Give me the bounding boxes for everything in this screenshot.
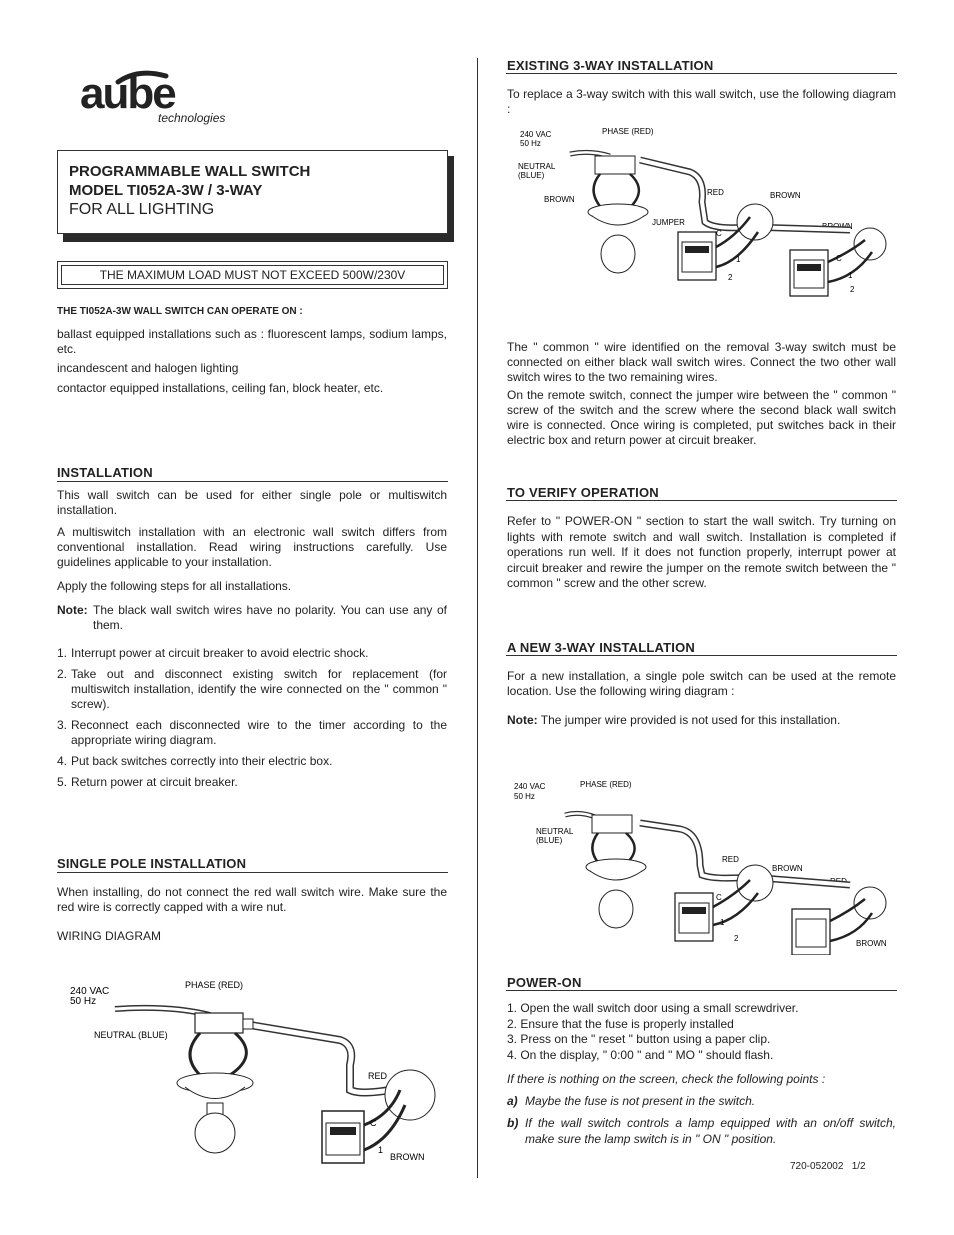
step-number: 2. (57, 667, 68, 681)
diagram-label-brown-1: BROWN (772, 864, 803, 873)
title-line-3: FOR ALL LIGHTING (69, 201, 215, 218)
check-b-label: b) (507, 1116, 519, 1130)
diagram-label-brown-right: BROWN (822, 222, 853, 231)
diagram-label-jumper: JUMPER (652, 218, 685, 227)
install-step-5 (57, 775, 447, 790)
operate-item-2: incandescent and halogen lighting (57, 361, 239, 375)
poweron-step-3: 3. Press on the " reset " button using a paper clip. (507, 1032, 771, 1046)
single-pole-p2: WIRING DIAGRAM (57, 929, 161, 943)
poweron-heading: POWER-ON (507, 975, 582, 990)
installation-p2: A multiswitch installation with an electronic wall switch differs from conventional installation. Read wiring instructions carefully. Use guidelines applicable to your installation. (57, 525, 447, 569)
diagram-label-c: C (370, 1118, 377, 1128)
diagram-label-red: RED (368, 1071, 388, 1081)
diagram-label-vac: 240 VAC (70, 986, 110, 997)
operate-item-1: ballast equipped installations such as : fluorescent lamps, sodium lamps, etc. (57, 327, 447, 356)
poweron-step-4: 4. On the display, " 0:00 " and " MO " should flash. (507, 1047, 774, 1062)
operate-heading: THE TI052A-3W WALL SWITCH CAN OPERATE ON : (57, 306, 303, 317)
new3way-p1: For a new installation, a single pole switch can be used at the remote location. Use the following wiring diagram : (507, 669, 896, 698)
step-text: Put back switches correctly into their electric box. (71, 754, 333, 768)
installation-rule (57, 481, 448, 482)
diagram-label-hz: 50 Hz (70, 996, 97, 1007)
diagram-label-phase: PHASE (RED) (185, 980, 244, 990)
existing-p1: To replace a 3-way switch with this wall switch, use the following diagram : (507, 87, 896, 116)
install-step-1 (57, 646, 447, 661)
diagram-label-1: 1 (378, 1145, 384, 1155)
diagram-label-2: 2 (734, 934, 739, 943)
diagram-label-vac: 240 VAC (520, 130, 552, 139)
diagram-label-1: 1 (720, 918, 725, 927)
install-step-2 (57, 667, 447, 712)
diagram-label-c1: C (716, 229, 722, 238)
diagram-label-neutral: NEUTRAL (518, 162, 556, 171)
existing-p3: On the remote switch, connect the jumper wire between the " common " screw of the switch and the screw where the second black wall switch wire is connected. Once wiring is completed, put switches back in their electric box and return power at circuit breaker. (507, 388, 896, 447)
step-number: 5. (57, 775, 68, 789)
single-pole-wiring-diagram (60, 975, 450, 1170)
poweron-step-1: 1. Open the wall switch door using a small screwdriver. (507, 1001, 799, 1015)
poweron-steps (507, 1001, 896, 1063)
verify-p1: Refer to " POWER-ON " section to start the wall switch. Try turning on lights with remote switch and wall switch. Installation is completed if operations run well. If it does not function properly, interrupt power at circuit breaker and rewire the jumper on the remote switch between the " common " screw and the other screw. (507, 514, 896, 591)
diagram-label-red-2: RED (830, 877, 847, 886)
diagram-label-hz: 50 Hz (520, 139, 541, 148)
diagram-label-phase: PHASE (RED) (602, 127, 654, 136)
diagram-label-blue: (BLUE) (518, 171, 545, 180)
diagram-label-red-1: RED (722, 855, 739, 864)
new3way-note-label: Note: (507, 713, 538, 727)
single-pole-rule (57, 872, 448, 873)
diagram-label-blue: (BLUE) (536, 836, 563, 845)
install-step-3 (57, 718, 447, 748)
check-a-label: a) (507, 1094, 518, 1108)
new3way-heading: A NEW 3-WAY INSTALLATION (507, 640, 696, 655)
diagram-label-neutral: NEUTRAL (BLUE) (94, 1030, 168, 1040)
logo-sub: technologies (158, 111, 226, 125)
diagram-label-vac: 240 VAC (514, 782, 546, 791)
diagram-label-hz: 50 Hz (514, 792, 535, 801)
poweron-rule (506, 990, 897, 991)
step-text: Interrupt power at circuit breaker to avoid electric shock. (71, 646, 369, 660)
check-a-text: Maybe the fuse is not present in the switch. (525, 1094, 756, 1108)
diagram-label-1b: 1 (848, 271, 853, 280)
diagram-label-neutral: NEUTRAL (536, 827, 574, 836)
verify-rule (506, 500, 897, 501)
diagram-label-c: C (716, 893, 722, 902)
diagram-label-1a: 1 (736, 255, 741, 264)
logo-brand: aube (80, 70, 175, 118)
diagram-label-c2: C (836, 254, 842, 263)
existing-p2: The " common " wire identified on the removal 3-way switch must be connected on either black wall switch wires. Connect the two other wall switch wires to the two remaining wires. (507, 340, 896, 384)
installation-note-text: The black wall switch wires have no polarity. You can use any of them. (93, 603, 447, 632)
title-box (57, 150, 448, 234)
poweron-check: If there is nothing on the screen, check the following points : (507, 1072, 826, 1086)
install-step-4 (57, 754, 447, 769)
new3way-note (507, 713, 896, 727)
installation-p3: Apply the following steps for all installations. (57, 579, 292, 593)
single-pole-heading: SINGLE POLE INSTALLATION (57, 856, 247, 871)
installation-p1: This wall switch can be used for either single pole or multiswitch installation. (57, 488, 447, 517)
page-footer: 720-052002 1/2 (790, 1161, 866, 1172)
diagram-label-red: RED (707, 188, 724, 197)
step-text: Return power at circuit breaker. (71, 775, 238, 789)
existing-heading: EXISTING 3-WAY INSTALLATION (507, 58, 714, 73)
diagram-label-brown-2: BROWN (856, 939, 887, 948)
step-number: 3. (57, 718, 68, 732)
diagram-label-2b: 2 (850, 285, 855, 294)
max-load-text: THE MAXIMUM LOAD MUST NOT EXCEED 500W/230V (61, 265, 444, 285)
step-text: Take out and disconnect existing switch for replacement (for multiswitch installation, identify the wire connected on the " common " screw). (71, 667, 447, 711)
installation-note (57, 603, 447, 633)
single-pole-p1: When installing, do not connect the red wall switch wire. Make sure the red wire is correctly capped with a wire nut. (57, 885, 447, 914)
new3way-note-text: The jumper wire provided is not used for this installation. (540, 713, 841, 727)
step-number: 1. (57, 646, 68, 660)
operate-item-3: contactor equipped installations, ceiling fan, block heater, etc. (57, 381, 384, 395)
verify-heading: TO VERIFY OPERATION (507, 485, 659, 500)
column-divider (477, 58, 478, 1178)
poweron-step-2: 2. Ensure that the fuse is properly installed (507, 1016, 734, 1031)
diagram-label-brown-top: BROWN (770, 191, 801, 200)
diagram-label-brown: BROWN (390, 1152, 425, 1162)
poweron-check-b (507, 1116, 896, 1147)
installation-note-label: Note: (57, 603, 88, 617)
poweron-check-a (507, 1094, 896, 1108)
title-line-1: PROGRAMMABLE WALL SWITCH (69, 163, 311, 180)
title-line-2: MODEL TI052A-3W / 3-WAY (69, 182, 263, 199)
step-text: Reconnect each disconnected wire to the timer according to the appropriate wiring diagram. (71, 718, 447, 747)
diagram-label-phase: PHASE (RED) (580, 780, 632, 789)
diagram-label-2a: 2 (728, 273, 733, 282)
existing-rule (506, 73, 897, 74)
existing-3way-wiring-diagram (510, 122, 900, 302)
installation-heading: INSTALLATION (57, 465, 153, 480)
diagram-label-brown-left: BROWN (544, 195, 575, 204)
new3way-rule (506, 655, 897, 656)
check-b-text: If the wall switch controls a lamp equipped with an on/off switch, make sure the lamp switch is in " ON " position. (525, 1116, 896, 1146)
aube-logo (78, 70, 238, 130)
step-number: 4. (57, 754, 68, 768)
new-3way-wiring-diagram (510, 775, 900, 955)
max-load-box (57, 261, 448, 289)
